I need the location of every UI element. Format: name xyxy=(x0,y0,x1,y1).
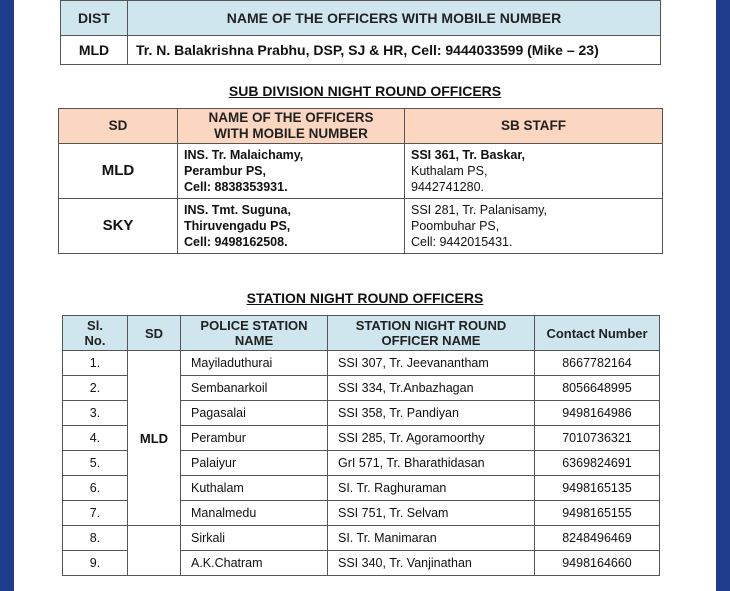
subdivision-header-row xyxy=(59,109,663,144)
contact-number: 8248496469 xyxy=(535,526,660,551)
subdivision-officer xyxy=(178,144,405,199)
station-name: A.K.Chatram xyxy=(181,551,328,576)
sl-no: 8. xyxy=(63,526,128,551)
police-station-header xyxy=(181,316,328,351)
station-name: Kuthalam xyxy=(181,476,328,501)
contact-number: 9498165155 xyxy=(535,501,660,526)
sb-staff xyxy=(405,144,663,199)
sl-no: 2. xyxy=(63,376,128,401)
sb-line: Kuthalam PS, xyxy=(411,164,488,178)
contact-number: 8667782164 xyxy=(535,351,660,376)
district-row xyxy=(61,36,661,65)
contact-number: 9498165135 xyxy=(535,476,660,501)
ps-header-line: NAME xyxy=(234,333,274,348)
district-officer: Tr. N. Balakrishna Prabhu, DSP, SJ & HR, Cell: 9444033599 (Mike – 23) xyxy=(128,36,661,65)
officer-line: Thiruvengadu PS, xyxy=(184,219,291,233)
officer-line: Cell: 8838353931. xyxy=(184,180,288,194)
sb-line: Cell: 9442015431. xyxy=(411,235,513,249)
station-table xyxy=(62,315,660,576)
district-code: MLD xyxy=(61,36,128,65)
table-row xyxy=(63,351,660,376)
sl-no: 7. xyxy=(63,501,128,526)
sl-no: 5. xyxy=(63,451,128,476)
officer-name: SSI 285, Tr. Agoramoorthy xyxy=(328,426,535,451)
officer-name: SSI 307, Tr. Jeevanantham xyxy=(328,351,535,376)
officer-name: SSI 358, Tr. Pandiyan xyxy=(328,401,535,426)
district-header-row xyxy=(61,1,661,36)
sl-header-line: Sl. xyxy=(87,318,103,333)
sb-line: SSI 281, Tr. Palanisamy, xyxy=(411,203,547,217)
officer-line: INS. Tr. Malaichamy, xyxy=(184,148,304,162)
sl-no: 6. xyxy=(63,476,128,501)
district-table xyxy=(60,0,661,65)
officers-header-line2: WITH MOBILE NUMBER xyxy=(214,126,368,141)
contact-number: 6369824691 xyxy=(535,451,660,476)
subdivision-row xyxy=(59,199,663,254)
officers-header xyxy=(178,109,405,144)
station-name: Sirkali xyxy=(181,526,328,551)
station-sd-empty xyxy=(128,526,181,576)
station-name: Mayiladuthurai xyxy=(181,351,328,376)
sl-header-line: No. xyxy=(84,333,106,348)
contact-number: 9498164986 xyxy=(535,401,660,426)
contact-number: 7010736321 xyxy=(535,426,660,451)
officer-line: Perambur PS, xyxy=(184,164,266,178)
officers-header: NAME OF THE OFFICERS WITH MOBILE NUMBER xyxy=(128,1,661,36)
officer-line: Cell: 9498162508. xyxy=(184,235,288,249)
sl-no-header xyxy=(63,316,128,351)
officer-header-line: STATION NIGHT ROUND xyxy=(355,318,507,333)
subdivision-code: SKY xyxy=(59,199,178,254)
subdivision-code: MLD xyxy=(59,144,178,199)
sd-header: SD xyxy=(59,109,178,144)
contact-number: 8056648995 xyxy=(535,376,660,401)
station-name: Palaiyur xyxy=(181,451,328,476)
station-name: Manalmedu xyxy=(181,501,328,526)
station-header-row xyxy=(63,316,660,351)
officer-name: SSI 751, Tr. Selvam xyxy=(328,501,535,526)
subdivision-officer xyxy=(178,199,405,254)
subdivision-title: SUB DIVISION NIGHT ROUND OFFICERS xyxy=(228,83,502,99)
table-row xyxy=(63,526,660,551)
officer-header xyxy=(328,316,535,351)
station-name: Pagasalai xyxy=(181,401,328,426)
subdivision-row xyxy=(59,144,663,199)
ps-header-line: POLICE STATION xyxy=(200,318,308,333)
sb-line: Poombuhar PS, xyxy=(411,219,500,233)
contact-header: Contact Number xyxy=(535,316,660,351)
contact-number: 9498164660 xyxy=(535,551,660,576)
station-name: Perambur xyxy=(181,426,328,451)
document-page xyxy=(14,0,716,591)
station-name: Sembanarkoil xyxy=(181,376,328,401)
officers-header-line1: NAME OF THE OFFICERS xyxy=(208,110,374,125)
sb-line: 9442741280. xyxy=(411,180,484,194)
station-title: STATION NIGHT ROUND OFFICERS xyxy=(246,290,484,306)
officer-name: GrI 571, Tr. Bharathidasan xyxy=(328,451,535,476)
officer-name: SSI 340, Tr. Vanjinathan xyxy=(328,551,535,576)
officer-name: SI. Tr. Raghuraman xyxy=(328,476,535,501)
station-sd: MLD xyxy=(128,351,181,526)
sl-no: 4. xyxy=(63,426,128,451)
officer-name: SI. Tr. Manimaran xyxy=(328,526,535,551)
sb-line: SSI 361, Tr. Baskar, xyxy=(411,148,525,162)
officer-line: INS. Tmt. Suguna, xyxy=(184,203,291,217)
sl-no: 1. xyxy=(63,351,128,376)
subdivision-table xyxy=(58,108,663,254)
sb-staff-header: SB STAFF xyxy=(405,109,663,144)
sl-no: 3. xyxy=(63,401,128,426)
sl-no: 9. xyxy=(63,551,128,576)
dist-header: DIST xyxy=(61,1,128,36)
sd-header: SD xyxy=(128,316,181,351)
sb-staff xyxy=(405,199,663,254)
officer-header-line: OFFICER NAME xyxy=(381,333,481,348)
officer-name: SSI 334, Tr.Anbazhagan xyxy=(328,376,535,401)
